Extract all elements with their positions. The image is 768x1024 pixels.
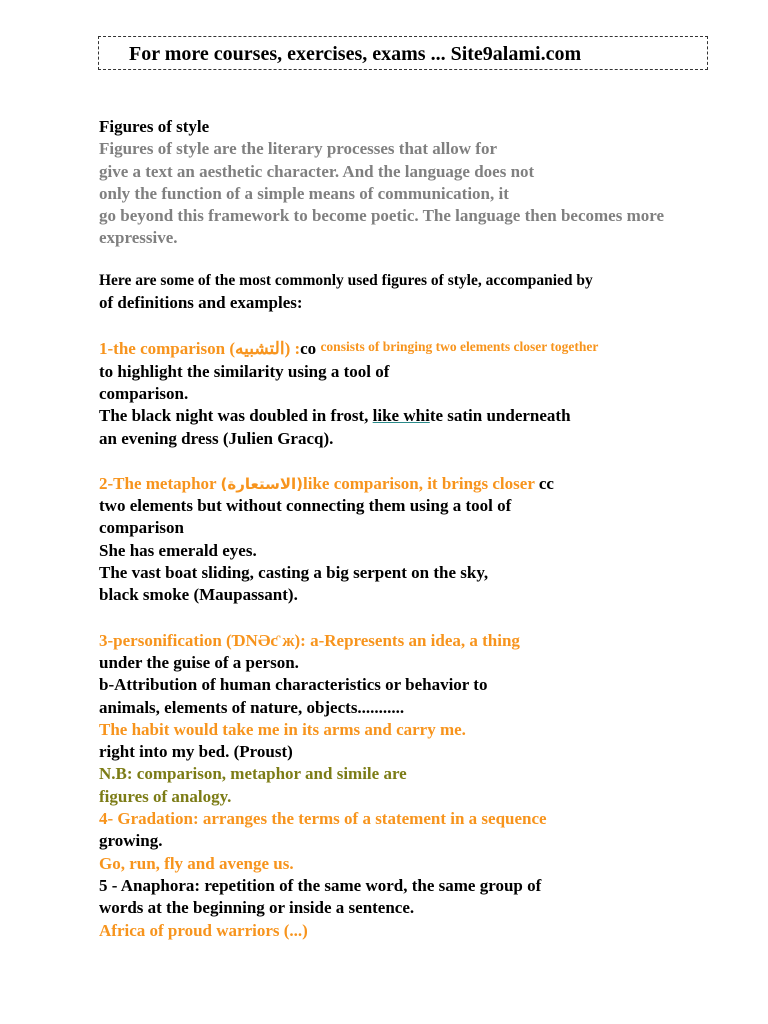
metaphor-line: The vast boat sliding, casting a big serpent on the sky,: [99, 563, 489, 583]
banner-text: For more courses, exercises, exams ... Site9alami.com: [129, 43, 582, 65]
intro-paragraph-line: Figures of style are the literary processes that allow for: [99, 139, 497, 159]
comparison-heading-text: 1-the comparison (التشبيه) :: [99, 339, 301, 359]
metaphor-heading-text: like comparison, it brings closer: [303, 473, 535, 493]
list-intro-line: Here are some of the most commonly used figures of style, accompanied by: [99, 271, 593, 289]
intro-paragraph-line: go beyond this framework to become poetic. The language then becomes more: [99, 206, 665, 226]
anaphora-line: words at the beginning or inside a sentence.: [99, 898, 415, 918]
intro-paragraph-line: expressive.: [99, 228, 178, 248]
example-link[interactable]: like whi: [372, 406, 430, 426]
gradation-heading: 4- Gradation: arranges the terms of a statement in a sequence: [99, 809, 547, 829]
personification-line: under the guise of a person.: [99, 652, 299, 672]
metaphor-line: comparison: [99, 518, 184, 538]
metaphor-line: two elements but without connecting them using a tool of: [99, 496, 512, 516]
intro-paragraph-line: only the function of a simple means of communication, it: [99, 183, 509, 203]
example-text: te satin underneath: [429, 406, 571, 426]
comparison-heading-tail: co: [300, 339, 317, 359]
section-title: Figures of style: [99, 117, 210, 136]
comparison-example: [99, 405, 759, 427]
comparison-line: comparison.: [99, 383, 189, 403]
metaphor-line: black smoke (Maupassant).: [99, 585, 298, 605]
metaphor-heading-text: 2-The metaphor: [99, 473, 221, 493]
site-banner: [98, 36, 708, 70]
comparison-line: to highlight the similarity using a tool of: [99, 361, 390, 381]
intro-paragraph-line: give a text an aesthetic character. And the language does not: [99, 161, 535, 181]
gradation-line: growing.: [99, 831, 163, 851]
anaphora-example: Africa of proud warriors (...): [99, 920, 308, 940]
metaphor-heading-tail: cc: [538, 473, 554, 493]
comparison-example-end: an evening dress (Julien Gracq).: [99, 428, 334, 448]
comparison-overlay-text: consists of bringing two elements closer together: [320, 339, 599, 355]
example-text: The black night was doubled in frost,: [99, 406, 373, 426]
personification-example-end: right into my bed. (Proust): [99, 742, 293, 762]
personification-line: animals, elements of nature, objects...........: [99, 697, 405, 717]
metaphor-heading: [99, 473, 759, 495]
gradation-example: Go, run, fly and avenge us.: [99, 853, 294, 873]
metaphor-arabic-term: (الاستعارة): [220, 474, 304, 493]
anaphora-heading: 5 - Anaphora: repetition of the same word, the same group of: [99, 875, 542, 895]
personification-heading: 3-personification (ƊNƏƈ ж): a-Represents an idea, a thing: [99, 630, 520, 650]
comparison-heading: [99, 336, 759, 360]
personification-example: The habit would take me in its arms and carry me.: [99, 719, 466, 739]
list-intro-line: of definitions and examples:: [99, 293, 303, 313]
personification-line: b-Attribution of human characteristics or behavior to: [99, 675, 488, 695]
analogy-note: figures of analogy.: [99, 786, 232, 806]
document-body: [99, 116, 759, 942]
metaphor-line: She has emerald eyes.: [99, 540, 257, 560]
analogy-note: N.B: comparison, metaphor and simile are: [99, 764, 407, 784]
